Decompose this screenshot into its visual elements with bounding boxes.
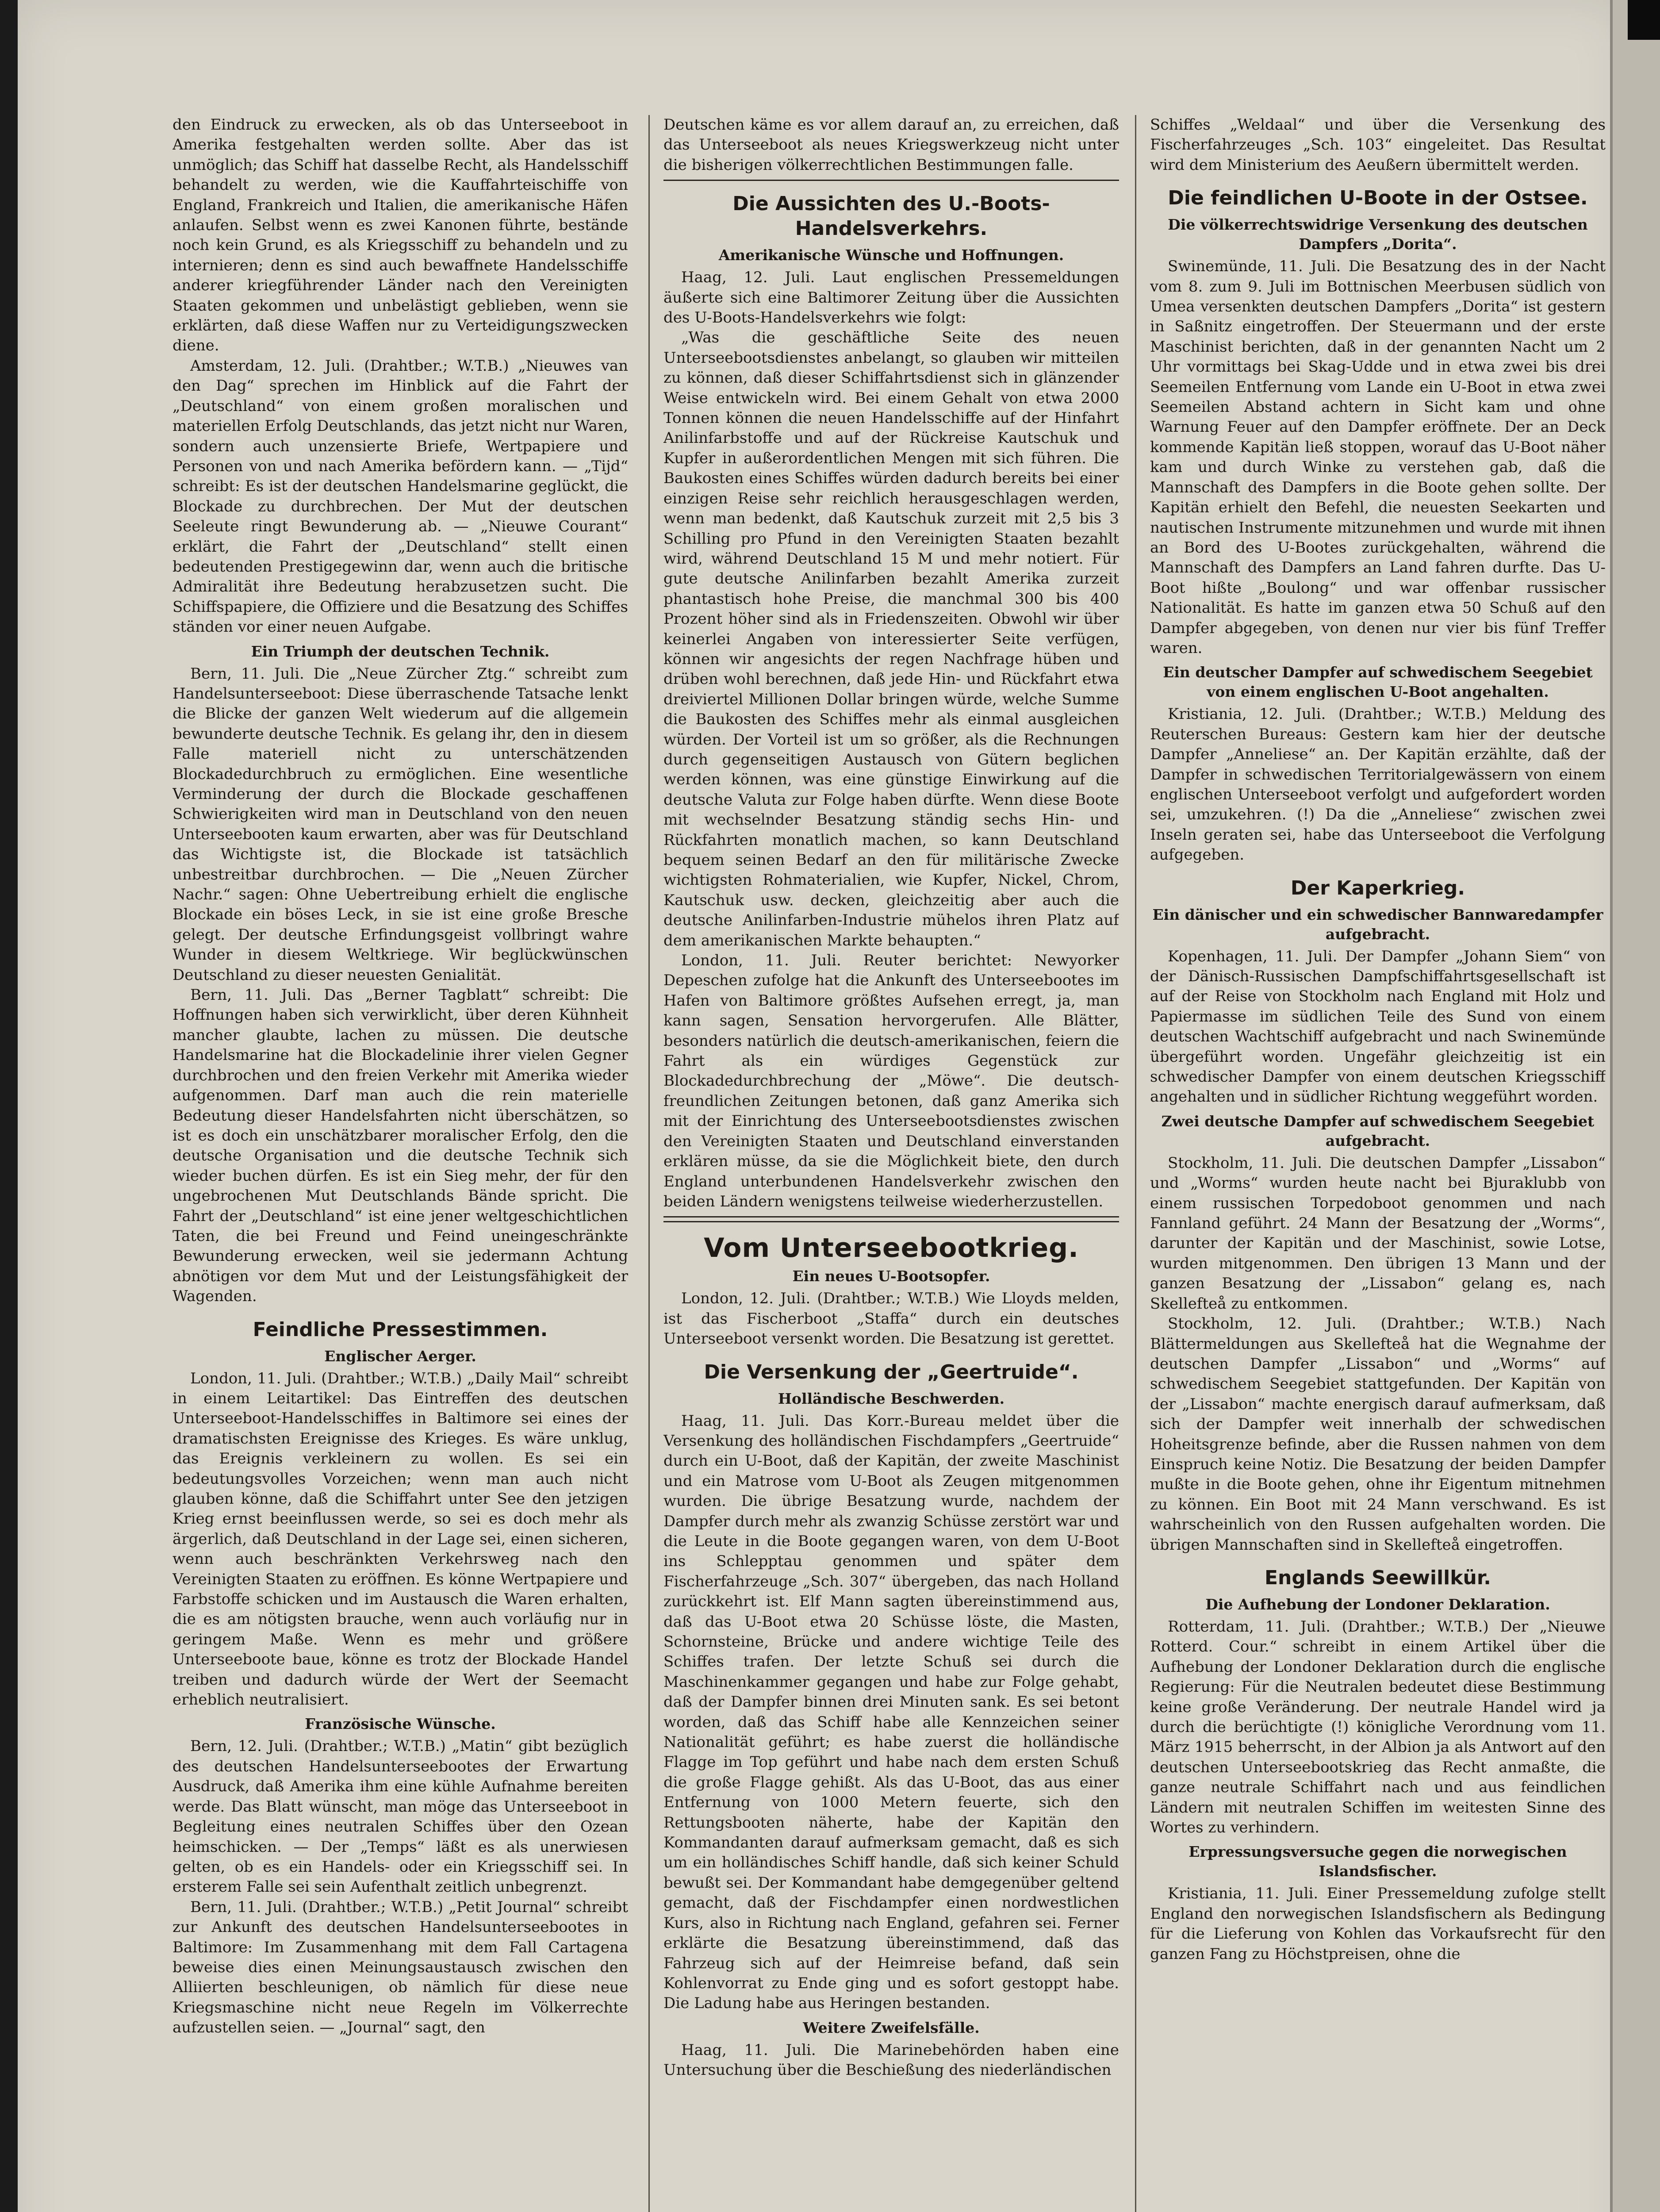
subheading: Die völkerrechtswidrige Versenkung des deutschen Dampfers „Dorita“. — [1168, 216, 1588, 253]
article-paragraph: Haag, 11. Juli. Die Marinebehörden haben eine Untersuchung über die Beschießung des niederländischen — [663, 2041, 1119, 2079]
article-paragraph: Haag, 11. Juli. Das Korr.-Bureau meldet über die Versenkung des holländischen Fischdampfers „Geertruide“ durch ein U-Boot, daß der Kapitän, der zweite Maschinist und ein Matrose vom U-Boot als Zeugen mitgenommen wurden. Die übrige Besatzung wurde, nachdem der Dampfer durch mehr als zwanzig Schüsse zerstört war und die Leute in die Boote gegangen waren, von dem U-Boot ins Schlepptau genommen und später dem Fischerfahrzeuge „Sch. 307“ übergeben, das nach Holland zurückkehrt ist. Elf Mann sagten übereinstimmend aus, daß das U-Boot etwa 20 Schüsse löste, die Masten, Schornsteine, Brücke und andere wichtige Teile des Schiffes trafen. Der letzte Schuß sei durch die Maschinenkammer gegangen und habe zur Folge gehabt, daß der Dampfer binnen drei Minuten sank. Es sei betont worden, daß das Schiff habe alle Kennzeichen seiner Nationalität geführt; es habe zuerst die holländische Flagge im Top geführt und habe nach dem ersten Schuß die große Flagge gehißt. Als das U-Boot, das aus einer Entfernung von 1000 Metern feuerte, sich den Rettungsbooten näherte, habe der Kapitän den Kommandanten darauf aufmerksam gemacht, daß es sich um ein holländisches Schiff handle, daß sich keiner Schuld bewußt sei. Der Kommandant habe demgegenüber geltend gemacht, daß der Fischdampfer einen nordwestlichen Kurs, also in Richtung nach England, gefahren sei. Ferner erklärte die Besatzung übereinstimmend, daß das Fahrzeug sich auf der Heimreise befand, daß sein Kohlenvorrat zu Ende ging und es sofort gestoppt habe. Die Ladung habe aus Heringen bestanden. — [663, 1412, 1119, 2012]
article-paragraph: Kristiania, 11. Juli. Einer Pressemeldung zufolge stellt England den norwegischen Islandsfischern als Bedingung für die Lieferung von Kohlen das Vorkaufsrecht für den ganzen Fang zu Höchstpreisen, ohne die — [1150, 1885, 1606, 1963]
subheading: Ein deutscher Dampfer auf schwedischem Seegebiet von einem englischen U-Boot angehalten. — [1163, 664, 1593, 701]
article-paragraph: Swinemünde, 11. Juli. Die Besatzung des in der Nacht vom 8. zum 9. Juli im Bottnischen Meerbusen südlich von Umea versenkten deutschen Dampfers „Dorita“ ist gestern in Saßnitz eingetroffen. Der Steuermann und der erste Maschinist berichten, daß in der genannten Nacht um 2 Uhr vormittags bei Skag-Udde und in etwa zwei bis drei Seemeilen Entfernung vom Lande ein U-Boot in etwa zwei Seemeilen Abstand achtern in Sicht kam und ohne Warnung Feuer auf den Dampfer eröffnete. Der an Deck kommende Kapitän ließ stoppen, worauf das U-Boot näher kam und durch Winke zu verstehen gab, daß die Mannschaft des Dampfers in die Boote gehen sollte. Der Kapitän erhielt den Befehl, die neuesten Seekarten und nautischen Instrumente mitzunehmen und wurde mit ihnen an Bord des U-Bootes zurückgehalten, während die Mannschaft des Dampfers an Land fahren durfte. Das U-Boot hißte „Boulong“ und war offenbar russischer Nationalität. Es hatte im ganzen etwa 50 Schuß auf den Dampfer abgegeben, von denen nur vier bis fünf Treffer waren. — [1150, 257, 1606, 657]
article-paragraph: Bern, 11. Juli. (Drahtber.; W.T.B.) „Petit Journal“ schreibt zur Ankunft des deutschen Handelsunterseebootes in Baltimore: Im Zusammenhang mit dem Fall Cartagena beweise dies einen Meinungsaustausch zwischen den Alliierten beschleunigen, ob nämlich für diese neue Kriegsmaschine nicht neue Regeln im Völkerrechte aufzustellen seien. — „Journal“ sagt, den — [173, 1898, 628, 2037]
article-paragraph: London, 11. Juli. Reuter berichtet: Newyorker Depeschen zufolge hat die Ankunft des Unterseebootes im Hafen von Baltimore größtes Aufsehen erregt, ja, man kann sagen, Sensation hervorgerufen. Alle Blätter, besonders natürlich die deutsch-amerikanischen, feiern die Fahrt als ein würdiges Gegenstück zur Blockadedurchbrechung der „Möwe“. Die deutsch-freundlichen Zeitungen betonen, daß ganz Amerika sich mit der Einrichtung des Unterseebootsdienstes zwischen den Vereinigten Staaten und Deutschland einverstanden erklären müsse, da sie die Möglichkeit biete, den durch England unterbundenen Handelsverkehr zwischen den beiden Ländern wenigstens teilweise wiederherzustellen. — [663, 952, 1119, 1210]
section-heading: Die Aussichten des U.-Boots-Handelsverkehrs. — [732, 192, 1050, 240]
article-paragraph: Deutschen käme es vor allem darauf an, zu erreichen, daß das Unterseeboot als neues Kriegswerkzeug nicht unter die bisherigen völkerrechtlichen Bestimmungen falle. — [663, 116, 1119, 174]
article-paragraph: Haag, 12. Juli. Laut englischen Pressemeldungen äußerte sich eine Baltimorer Zeitung über die Aussichten des U-Boots-Handelsverkehrs wie folgt: — [663, 269, 1119, 327]
column-middle — [663, 115, 1119, 2212]
article-paragraph: Kopenhagen, 11. Juli. Der Dampfer „Johann Siem“ von der Dänisch-Russischen Dampfschiffahrtsgesellschaft ist auf der Reise von Stockholm nach England mit Holz und Papiermasse im südlichen Teile des Sund von einem deutschen Wachtschiff aufgebracht und nach Swinemünde übergeführt worden. Ungefähr gleichzeitig ist ein schwedischer Dampfer von einem deutschen Kriegsschiff angehalten und in südlicher Richtung weggeführt worden. — [1150, 947, 1606, 1106]
article-paragraph: Kristiania, 12. Juli. (Drahtber.; W.T.B.) Meldung des Reuterschen Bureaus: Gestern kam hier der deutsche Dampfer „Anneliese“ an. Der Kapitän erzählte, daß der Dampfer in schwedischen Territorialgewässern von einem englischen Unterseeboot verfolgt und aufgefordert worden sei, umzukehren. (!) Da die „Anneliese“ zwischen zwei Inseln geraten sei, habe das Unterseeboot die Verfolgung aufgegeben. — [1150, 705, 1606, 864]
subheading: Weitere Zweifelsfälle. — [803, 2019, 980, 2036]
page-binding-edge — [1610, 0, 1660, 2212]
column-left — [173, 115, 628, 2212]
section-heading: Englands Seewillkür. — [1265, 1566, 1491, 1589]
section-heading: Der Kaperkrieg. — [1290, 876, 1465, 899]
section-rule — [663, 1216, 1119, 1222]
subheading: Ein Triumph der deutschen Technik. — [251, 642, 550, 660]
section-heading: Die feindlichen U-Boote in der Ostsee. — [1168, 187, 1588, 210]
column-divider — [1135, 115, 1136, 2212]
subheading: Französische Wünsche. — [305, 1715, 496, 1733]
main-heading: Vom Unterseebootkrieg. — [704, 1233, 1079, 1264]
article-paragraph: Bern, 11. Juli. Das „Berner Tagblatt“ schreibt: Die Hoffnungen haben sich verwirklicht, über deren Kühnheit mancher glaubte, lachen zu müssen. Die deutsche Handelsmarine hat die Blockadelinie ihrer vielen Gegner durchbrochen und den freien Verkehr mit Amerika wieder aufgenommen. Darf man auch die rein materielle Bedeutung dieser Handelsfahrten nicht überschätzen, so ist es doch ein unschätzbarer moralischer Erfolg, den die deutsche Organisation und die deutsche Technik sich wieder buchen dürfen. Es ist ein Sieg mehr, der für den ungebrochenen Mut Deutschlands Bände spricht. Die Fahrt der „Deutschland“ ist eine jener weltgeschichtlichen Taten, die bei Freund und Feind uneingeschränkte Bewunderung erwecken, weil sie jedermann Achtung abnötigen vor dem Mut und der Leistungsfähigkeit der Wagenden. — [173, 986, 628, 1306]
subheading: Die Aufhebung der Londoner Deklaration. — [1205, 1595, 1550, 1613]
article-paragraph: Stockholm, 11. Juli. Die deutschen Dampfer „Lissabon“ und „Worms“ wurden heute nacht bei Bjuraklubb von einem russischen Torpedoboot genommen und nach Fannland geführt. 24 Mann der Besatzung der „Worms“, darunter der Kapitän und der Maschinist, sowie Lotse, wurden mitgenommen. Den übrigen 13 Mann und der ganzen Besatzung der „Lissabon“ gelang es, nach Skellefteå zu entkommen. — [1150, 1154, 1606, 1313]
article-paragraph: Schiffes „Weldaal“ und über die Versenkung des Fischerfahrzeuges „Sch. 103“ eingeleitet. Das Resultat wird dem Ministerium des Aeußern übermittelt werden. — [1150, 116, 1606, 174]
article-paragraph: den Eindruck zu erwecken, als ob das Unterseeboot in Amerika festgehalten werden sollte. Aber das ist unmöglich; das Schiff hat dasselbe Recht, als Handelsschiff behandelt zu werden, wie die Kauffahrteischiffe von England, Frankreich und Italien, die amerikanische Häfen anlaufen. Selbst wenn es zwei Kanonen führte, bestände noch kein Grund, es als Kriegsschiff zu behandeln und zu internieren; denn es sind auch bewaffnete Handelsschiffe anderer kriegführender Länder nach den Vereinigten Staaten gekommen und unbelästigt geblieben, wenn sie erklärten, daß diese Waffen nur zu Verteidigungszwecken diene. — [173, 116, 628, 355]
subheading: Englischer Aerger. — [324, 1347, 476, 1365]
subheading: Holländische Beschwerden. — [778, 1390, 1005, 1407]
article-paragraph: Amsterdam, 12. Juli. (Drahtber.; W.T.B.) „Nieuwes van den Dag“ sprechen im Hinblick auf die Fahrt der „Deutschland“ von einem großen moralischen und materiellen Erfolg Deutschlands, das jetzt nicht nur Waren, sondern auch unzensierte Briefe, Wertpapiere und Personen von und nach Amerika befördern kann. — „Tijd“ schreibt: Es ist der deutschen Handelsmarine geglückt, die Blockade zu durchbrechen. Der Mut der deutschen Seeleute ringt Bewunderung ab. — „Nieuwe Courant“ erklärt, die Fahrt der „Deutschland“ stellt einen bedeutenden Prestigegewinn dar, wenn auch die britische Admiralität ihre Bedeutung herabzusetzen sucht. Die Schiffspapiere, die Offiziere und die Besatzung des Schiffes ständen vor einer neuen Aufgabe. — [173, 357, 628, 636]
section-heading: Die Versenkung der „Geertruide“. — [704, 1360, 1079, 1383]
subheading: Amerikanische Wünsche und Hoffnungen. — [718, 246, 1064, 264]
scan-corner-shadow — [1628, 0, 1660, 40]
article-paragraph: Bern, 11. Juli. Die „Neue Zürcher Ztg.“ schreibt zum Handelsunterseeboot: Diese überraschende Tatsache lenkt die Blicke der ganzen Welt wiederum auf die allgemein bewunderte deutsche Technik. Es gelang ihr, den in diesem Falle materiell nicht zu unterschätzenden Blockadedurchbruch zu ermöglichen. Eine wesentliche Verminderung der durch die Blockade geschaffenen Schwierigkeiten wird man in Deutschland von den neuen Unterseebooten kaum erwarten, aber was für Deutschland das Wichtigste ist, die Blockade ist tatsächlich unbestreitbar durchbrochen. — Die „Neuen Zürcher Nachr.“ sagen: Ohne Uebertreibung erhielt die englische Blockade ein böses Leck, in sie ist eine große Bresche gelegt. Der deutsche Erfindungsgeist vollbringt wahre Wunder in diesem Weltkriege. Wir beglückwünschen Deutschland zu dieser neuesten Genialität. — [173, 664, 628, 984]
subheading: Erpressungsversuche gegen die norwegischen Islandsfischer. — [1188, 1843, 1567, 1880]
subheading: Ein dänischer und ein schwedischer Bannwaredampfer aufgebracht. — [1152, 906, 1603, 943]
section-rule — [663, 180, 1119, 181]
article-paragraph: Stockholm, 12. Juli. (Drahtber.; W.T.B.) Nach Blättermeldungen aus Skellefteå hat die Wegnahme der deutschen Dampfer „Lissabon“ und „Worms“ auf schwedischem Seegebiet stattgefunden. Der Kapitän von der „Lissabon“ machte energisch darauf aufmerksam, daß sich der Dampfer weit innerhalb der schwedischen Hoheitsgrenze befinde, aber die Russen nahmen von dem Einspruch keine Notiz. Die Besatzung der beiden Dampfer mußte in die Boote gehen, ohne ihr Eigentum mitnehmen zu können. Ein Boot mit 24 Mann verschwand. Es ist wahrscheinlich von den Russen aufgehalten worden. Die übrigen Mannschaften sind in Skellefteå eingetroffen. — [1150, 1315, 1606, 1554]
article-paragraph: „Was die geschäftliche Seite des neuen Unterseebootsdienstes anbelangt, so glauben wir mitteilen zu können, daß dieser Schiffahrtsdienst sich in glänzender Weise entwickeln wird. Bei einem Gehalt von etwa 2000 Tonnen können die neuen Handelsschiffe auf der Hinfahrt Anilinfarbstoffe und auf der Rückreise Kautschuk und Kupfer in außerordentlichen Mengen mit sich führen. Die Baukosten eines Schiffes würden dadurch bereits bei einer einzigen Reise sehr reichlich herausgeschlagen werden, wenn man bedenkt, daß Kautschuk zurzeit mit 2,5 bis 3 Schilling pro Pfund in den Vereinigten Staaten bezahlt wird, während Deutschland 15 M und mehr notiert. Für gute deutsche Anilinfarben bezahlt Amerika zurzeit phantastisch hohe Preise, die manchmal 300 bis 400 Prozent höher sind als in Friedenszeiten. Obwohl wir über keinerlei Angaben von interessierter Seite verfügen, können wir angesichts der regen Nachfrage hüben und drüben wohl berechnen, daß jede Hin- und Rückfahrt etwa dreiviertel Millionen Dollar bringen würde, welche Summe die Baukosten des Schiffes mehr als einmal ausgleichen würden. Der Vorteil ist um so größer, als die Rechnungen durch gegenseitigen Austausch von Gütern beglichen werden können, was eine günstige Einwirkung auf die deutsche Valuta zur Folge haben dürfte. Wenn diese Boote mit wechselnder Besatzung ständig sechs Hin- und Rückfahrten monatlich machen, so kann Deutschland bequem seinen Bedarf an den für militärische Zwecke wichtigsten Rohmaterialien, wie Kupfer, Nickel, Chrom, Kautschuk usw. decken, gleichzeitig aber auch die deutsche Anilinfarben-Industrie mühelos ihren Platz auf dem amerikanischen Markte behaupten.“ — [663, 329, 1119, 949]
subheading: Zwei deutsche Dampfer auf schwedischem Seegebiet aufgebracht. — [1161, 1112, 1595, 1149]
section-heading: Feindliche Pressestimmen. — [253, 1318, 548, 1341]
column-divider — [648, 115, 650, 2212]
subheading: Ein neues U-Bootsopfer. — [792, 1267, 990, 1285]
article-paragraph: London, 11. Juli. (Drahtber.; W.T.B.) „Daily Mail“ schreibt in einem Leitartikel: Das Eintreffen des deutschen Unterseeboot-Handelsschiffes in Baltimore sei eines der dramatischsten Ereignisse des Krieges. Es wäre unklug, das Ereignis verkleinern zu wollen. Es sei ein bedeutungsvolles Vorzeichen; wenn man auch nicht glauben könne, daß die Schiffahrt unter See den jetzigen Krieg ernst beeinflussen werde, so sei es doch mehr als ärgerlich, daß Deutschland in der Lage sei, einen sicheren, wenn auch beschränkten Verkehrsweg nach den Vereinigten Staaten zu eröffnen. Es könne Wertpapiere und Farbstoffe schicken und im Austausch die Waren erhalten, die es am nötigsten brauche, wenn auch vorläufig nur in geringem Maße. Wenn es mehr und größere Unterseeboote baue, könne es trotz der Blockade Handel treiben und dadurch würde der Wert der Seemacht erheblich neutralisiert. — [173, 1369, 628, 1709]
article-paragraph: London, 12. Juli. (Drahtber.; W.T.B.) Wie Lloyds melden, ist das Fischerboot „Staffa“ durch ein deutsches Unterseeboot versenkt worden. Die Besatzung ist gerettet. — [663, 1290, 1119, 1348]
article-paragraph: Rotterdam, 11. Juli. (Drahtber.; W.T.B.) Der „Nieuwe Rotterd. Cour.“ schreibt in einem Artikel über die Aufhebung der Londoner Deklaration durch die englische Regierung: Für die Neutralen bedeutet diese Bestimmung keine große Veränderung. Der neutrale Handel wird ja durch die berüchtigte (!) königliche Verordnung vom 11. März 1915 beherrscht, in der Albion ja als Antwort auf den deutschen Unterseebootskrieg das Recht anmaßte, die ganze neutrale Schiffahrt nach und aus feindlichen Ländern mit neutralen Schiffen im weitesten Sinne des Wortes zu verhindern. — [1150, 1617, 1606, 1837]
column-right — [1150, 115, 1606, 2212]
article-paragraph: Bern, 12. Juli. (Drahtber.; W.T.B.) „Matin“ gibt bezüglich des deutschen Handelsunterseebootes der Erwartung Ausdruck, daß Amerika ihm eine kühle Aufnahme bereiten werde. Das Blatt wünscht, man möge das Unterseeboot in Begleitung eines neutralen Schiffes über den Ozean heimschicken. — Der „Temps“ läßt es als unerwiesen gelten, ob es ein Handels- oder ein Kriegsschiff sei. In ersterem Falle sei sein Aufenthalt zeitlich unbegrenzt. — [173, 1737, 628, 1896]
